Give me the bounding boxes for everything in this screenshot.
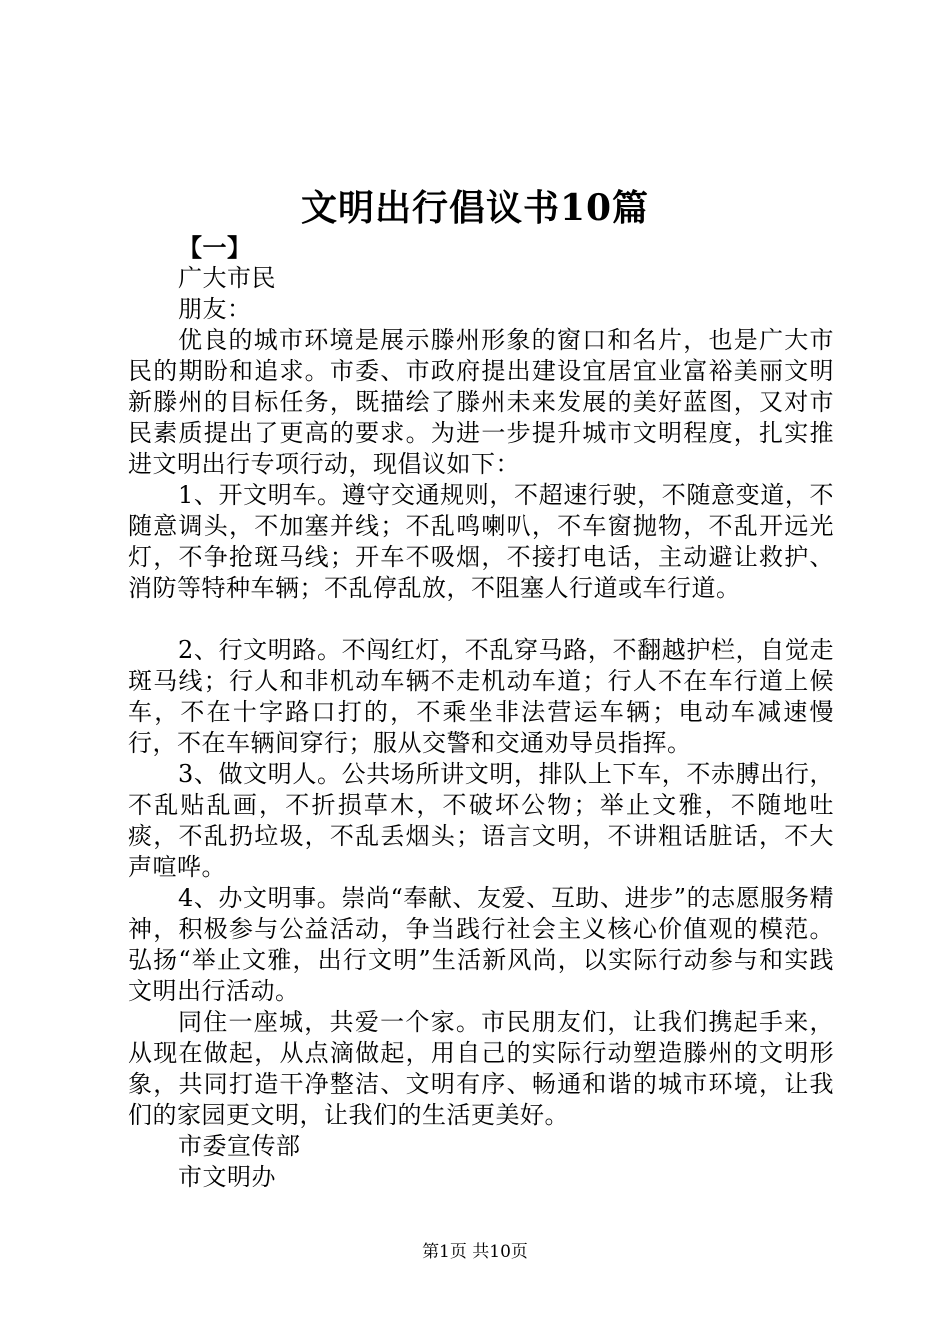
section-heading: 【一】: [178, 233, 252, 262]
salutation-line-1: 广大市民: [178, 264, 276, 292]
closing-paragraph: 同住一座城，共爱一个家。市民朋友们，让我们携起手来，从现在做起，从点滴做起，用自己的实际行动塑造滕州的文明形象，共同打造干净整洁、文明有序、畅通和谐的城市环境，让我们的家园更文明，让我们的生活更美好。: [128, 1008, 834, 1129]
item-paragraph-2: 2、行文明路。不闯红灯，不乱穿马路，不翻越护栏，自觉走斑马线；行人和非机动车辆不走机动车道；行人不在车行道上候车，不在十字路口打的，不乘坐非法营运车辆；电动车减速慢行，不在车辆间穿行；服从交警和交通劝导员指挥。: [128, 636, 834, 757]
item-paragraph-1: 1、开文明车。遵守交通规则，不超速行驶，不随意变道，不随意调头，不加塞并线；不乱鸣喇叭，不车窗抛物，不乱开远光灯，不争抢斑马线；开车不吸烟，不接打电话，主动避让救护、消防等特种车辆；不乱停乱放，不阻塞人行道或车行道。: [128, 481, 834, 602]
signature-line-1: 市委宣传部: [178, 1132, 301, 1160]
item-paragraph-4: 4、办文明事。崇尚“奉献、友爱、互助、进步”的志愿服务精神，积极参与公益活动，争当践行社会主义核心价值观的模范。弘扬“举止文雅，出行文明”生活新风尚，以实际行动参与和实践文明出行活动。: [128, 884, 834, 1005]
signature-line-2: 市文明办: [178, 1163, 276, 1191]
item-paragraph-3: 3、做文明人。公共场所讲文明，排队上下车，不赤膊出行，不乱贴乱画，不折损草木，不破坏公物；举止文雅，不随地吐痰，不乱扔垃圾，不乱丢烟头；语言文明，不讲粗话脏话，不大声喧哗。: [128, 760, 834, 881]
document-body: [128, 232, 834, 1193]
document-title: 文明出行倡议书10篇: [300, 187, 650, 229]
page-footer: 第1页 共10页: [422, 1242, 528, 1262]
salutation-line-2: 朋友：: [178, 295, 252, 323]
intro-paragraph: 优良的城市环境是展示滕州形象的窗口和名片，也是广大市民的期盼和追求。市委、市政府提出建设宜居宜业富裕美丽文明新滕州的目标任务，既描绘了滕州未来发展的美好蓝图，又对市民素质提出了更高的要求。为进一步提升城市文明程度，扎实推进文明出行专项行动，现倡议如下：: [128, 326, 834, 478]
